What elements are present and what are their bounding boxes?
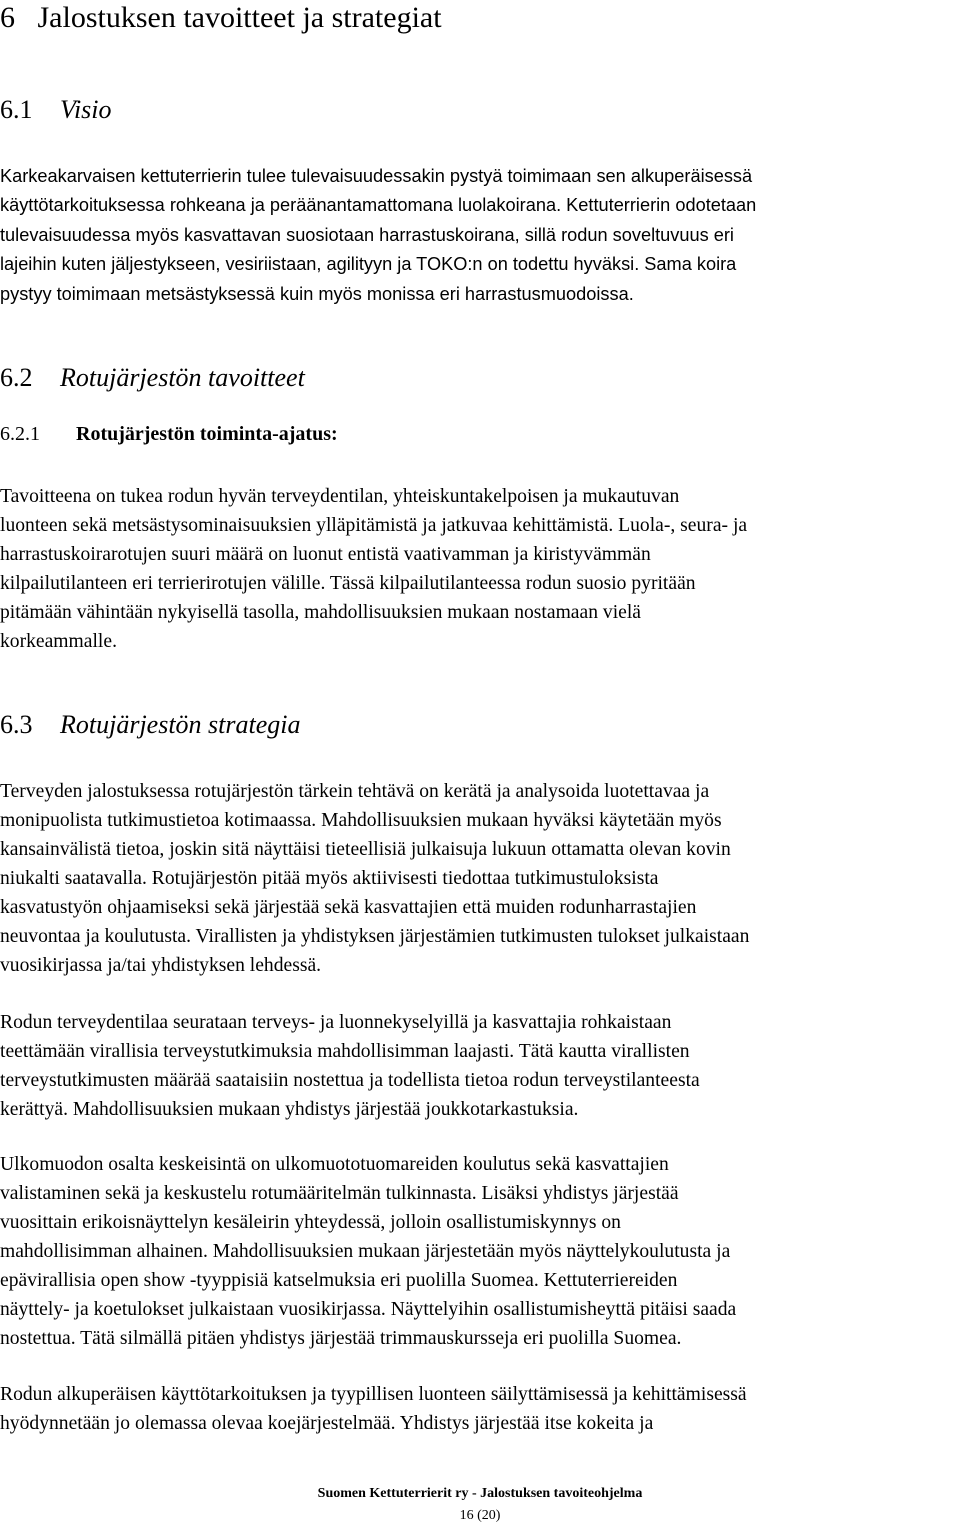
text-line: terveystutkimusten määrää saataisiin nostettua ja todellista tietoa rodun terveystilanteesta bbox=[0, 1070, 700, 1091]
text-line: kasvatustyön ohjaamiseksi sekä järjestää sekä kasvattajien että muiden rodunharrastajien bbox=[0, 897, 697, 918]
section-number: 6.3 bbox=[0, 710, 33, 739]
text-line: Tavoitteena on tukea rodun hyvän terveydentilan, yhteiskuntakelpoisen ja mukautuvan bbox=[0, 486, 680, 507]
text-line: monipuolista tutkimustietoa kotimaassa. Mahdollisuuksien mukaan hyväksi käytetään myös bbox=[0, 810, 722, 831]
page-footer bbox=[0, 1483, 960, 1527]
chapter-heading bbox=[0, 0, 442, 36]
footer-organization: Suomen Kettuterrierit ry - Jalostuksen tavoiteohjelma bbox=[317, 1486, 643, 1501]
text-line: hyödynnetään jo olemassa olevaa koejärjestelmää. Yhdistys järjestää itse kokeita ja bbox=[0, 1413, 654, 1434]
strategia-paragraph-4 bbox=[0, 1380, 960, 1438]
text-line: lajeihin kuten jäljestykseen, vesiriistaan, agilityyn ja TOKO:n on todettu hyväksi. Sama koira bbox=[0, 254, 737, 275]
section-number: 6.1 bbox=[0, 95, 33, 124]
text-line: korkeammalle. bbox=[0, 631, 117, 652]
chapter-number: 6 bbox=[0, 1, 15, 34]
text-line: Rodun terveydentilaa seurataan terveys- ja luonnekyselyillä ja kasvattajia rohkaistaan bbox=[0, 1012, 672, 1033]
section-number: 6.2 bbox=[0, 363, 33, 392]
section-heading-strategia bbox=[0, 709, 301, 741]
page-number: 16 (20) bbox=[459, 1508, 501, 1523]
text-line: tulevaisuudessa myös kasvattavan suosiotaan harrastuskoirana, sillä rodun soveltuvuus eri bbox=[0, 224, 734, 245]
section-title: Rotujärjestön strategia bbox=[60, 710, 301, 739]
text-line: vuosittain erikoisnäyttelyn kesäleirin yhteydessä, jolloin osallistumiskynnys on bbox=[0, 1212, 621, 1233]
subsection-heading bbox=[0, 421, 338, 447]
text-line: harrastuskoirarotujen suuri määrä on luonut entistä vaativamman ja kiristyvämmän bbox=[0, 544, 651, 565]
text-line: kerättyä. Mahdollisuuksien mukaan yhdistys järjestää joukkotarkastuksia. bbox=[0, 1099, 579, 1120]
text-line: niukalti saatavalla. Rotujärjestön pitää myös aktiivisesti tiedottaa tutkimustuloksista bbox=[0, 868, 659, 889]
text-line: näyttely- ja koetulokset julkaistaan vuosikirjassa. Näyttelyihin osallistumisheyttä pitäisi saada bbox=[0, 1299, 737, 1320]
text-line: käyttötarkoituksessa rohkeana ja peräänantamattomana luolakoirana. Kettuterrierin odotetaan bbox=[0, 195, 757, 216]
strategia-paragraph-2 bbox=[0, 1008, 960, 1124]
section-heading-visio bbox=[0, 94, 112, 126]
strategia-paragraph-1 bbox=[0, 777, 960, 980]
subsection-title: Rotujärjestön toiminta-ajatus: bbox=[76, 423, 338, 445]
text-line: kilpailutilanteen eri terrierirotujen välille. Tässä kilpailutilanteessa rodun suosio pyritään bbox=[0, 573, 696, 594]
visio-paragraph bbox=[0, 162, 960, 309]
text-line: neuvontaa ja koulutusta. Virallisten ja yhdistyksen järjestämien tutkimusten tulokset julkaistaan bbox=[0, 926, 750, 947]
tavoitteet-paragraph bbox=[0, 482, 960, 656]
section-title: Visio bbox=[60, 95, 112, 124]
text-line: nostettua. Tätä silmällä pitäen yhdistys järjestää trimmauskursseja eri puolilla Suomea. bbox=[0, 1328, 682, 1349]
text-line: pitämään vähintään nykyisellä tasolla, mahdollisuuksien mukaan nostamaan vielä bbox=[0, 602, 641, 623]
text-line: kansainvälistä tietoa, joskin sitä näyttäisi tieteellisiä julkaisuja lukuun ottamatta olevan kovin bbox=[0, 839, 731, 860]
strategia-paragraph-3 bbox=[0, 1150, 960, 1353]
section-heading-tavoitteet bbox=[0, 362, 305, 394]
text-line: Ulkomuodon osalta keskeisintä on ulkomuototuomareiden koulutus sekä kasvattajien bbox=[0, 1154, 669, 1175]
text-line: teettämään virallisia terveystutkimuksia mahdollisimman laajasti. Tätä kautta virallisten bbox=[0, 1041, 690, 1062]
text-line: mahdollisimman alhainen. Mahdollisuuksien mukaan järjestetään myös näyttelykoulutusta ja bbox=[0, 1241, 731, 1262]
text-line: pystyy toimimaan metsästyksessä kuin myös monissa eri harrastusmuodoissa. bbox=[0, 283, 634, 304]
text-line: vuosikirjassa ja/tai yhdistyksen lehdessä. bbox=[0, 955, 322, 976]
text-line: Karkeakarvaisen kettuterrierin tulee tulevaisuudessakin pystyä toimimaan sen alkuperäisessä bbox=[0, 166, 753, 186]
section-title: Rotujärjestön tavoitteet bbox=[60, 363, 305, 392]
chapter-title: Jalostuksen tavoitteet ja strategiat bbox=[37, 1, 442, 34]
text-line: epävirallisia open show -tyyppisiä katselmuksia eri puolilla Suomea. Kettuterriereiden bbox=[0, 1270, 678, 1291]
text-line: luonteen sekä metsästysominaisuuksien ylläpitämistä ja jatkuvaa kehittämistä. Luola-, seura- ja bbox=[0, 515, 748, 536]
text-line: Rodun alkuperäisen käyttötarkoituksen ja tyypillisen luonteen säilyttämisessä ja kehittämisessä bbox=[0, 1384, 747, 1405]
subsection-number: 6.2.1 bbox=[0, 423, 40, 445]
text-line: valistaminen sekä ja keskustelu rotumääritelmän tulkinnasta. Lisäksi yhdistys järjestää bbox=[0, 1183, 679, 1204]
text-line: Terveyden jalostuksessa rotujärjestön tärkein tehtävä on kerätä ja analysoida luotettavaa ja bbox=[0, 781, 710, 802]
